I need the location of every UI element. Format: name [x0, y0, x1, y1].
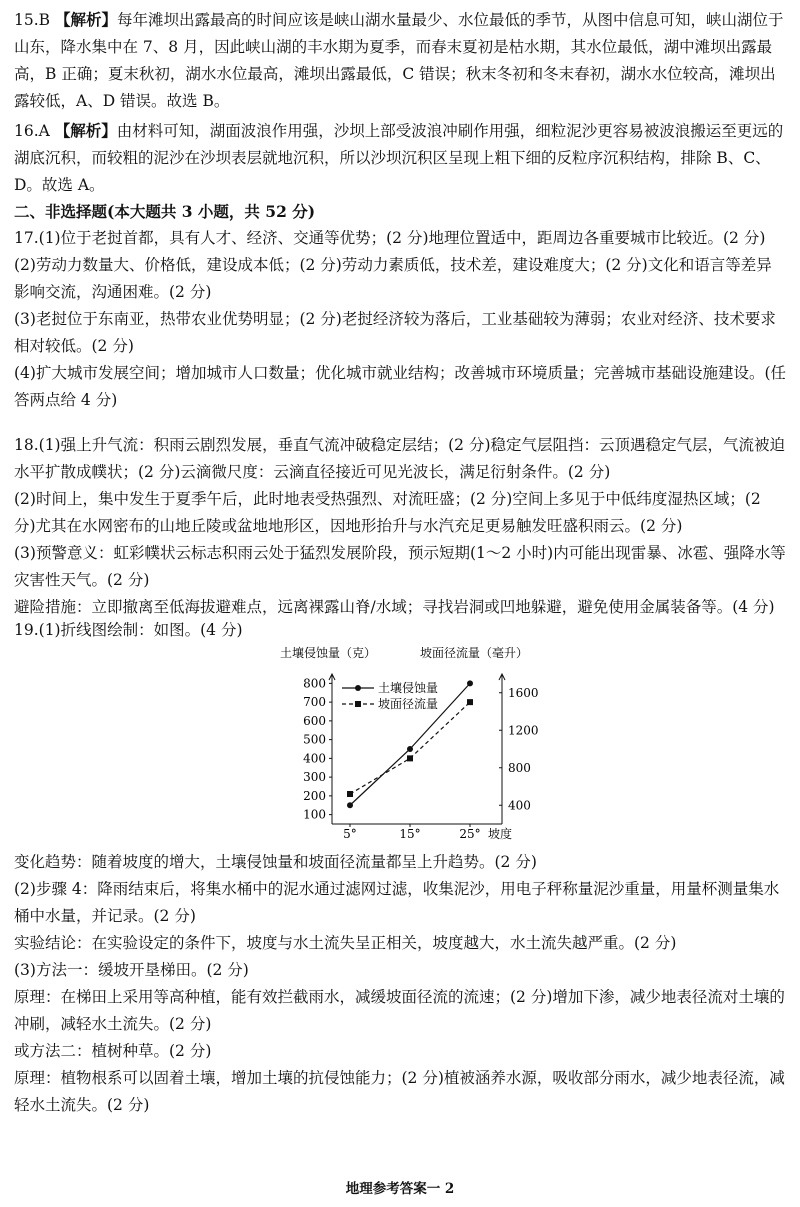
left-tick-label: 800 [303, 676, 326, 691]
legend-circle-marker [355, 685, 361, 691]
right-axis-title: 坡面径流量（毫升） [420, 646, 529, 660]
q19-principle1: 原理：在梯田上采用等高种植，能有效拦截雨水，减缓坡面径流的流速；(2 分)增加下渗，减少地表径流对土壤的冲刷，减轻水土流失。(2 分) [14, 988, 785, 1033]
left-tick-label: 600 [303, 713, 326, 728]
q16-text: 由材料可知，湖面波浪作用强，沙坝上部受波浪冲刷作用强，细粒泥沙更容易被波浪搬运至更远的湖底沉积，而较粗的泥沙在沙坝表层就地沉积，所以沙坝沉积区呈现上粗下细的反粒序沉积结构，排除 B、C、D。故选 A。 [14, 122, 784, 194]
right-tick-label: 400 [508, 798, 531, 813]
erosion-line-chart [270, 642, 539, 852]
q15-text: 每年滩坝出露最高的时间应该是峡山湖水量最少、水位最低的季节，从图中信息可知，峡山湖位于山东，降水集中在 7、8 月，因此峡山湖的丰水期为夏季，而春末夏初是枯水期，其水位最低，湖中滩坝出露最高，B 正确；夏末秋初，湖水水位最高，滩坝出露最低，C 错误；秋末冬初和冬末春初，湖水水位较高，滩坝出露较低，A、D 错误。故选 B。 [14, 11, 784, 110]
runoff-point [347, 791, 353, 797]
erosion-point [467, 680, 473, 686]
q18-part3: (3)预警意义：虹彩幞状云标志积雨云处于猛烈发展阶段，预示短期(1～2 小时)内可能出现雷暴、冰雹、强降水等灾害性天气。(2 分) [14, 544, 786, 589]
x-tick-label: 15° [399, 827, 421, 841]
left-tick-label: 200 [303, 788, 326, 803]
q18-part2: (2)时间上，集中发生于夏季午后，此时地表受热强烈、对流旺盛；(2 分)空间上多见于中低纬度湿热区域；(2 分)尤其在水网密布的山地丘陵或盆地地形区，因地形抬升与水汽充足更易触发旺盛积雨云。(2 分) [14, 490, 761, 535]
q18-part1: 18.(1)强上升气流：积雨云剧烈发展，垂直气流冲破稳定层结；(2 分)稳定气层阻挡：云顶遇稳定气层，气流被迫水平扩散成幞状；(2 分)云滴微尺度：云滴直径接近可见光波长，满足衍射条件。(2 分) [14, 436, 785, 481]
q16-block [14, 117, 786, 199]
q19-conclusion: 实验结论：在实验设定的条件下，坡度与水土流失呈正相关，坡度越大，水土流失越严重。(2 分) [14, 934, 677, 952]
q19-method1: (3)方法一：缓坡开垦梯田。(2 分) [14, 961, 249, 979]
q19-principle2: 原理：植物根系可以固着土壤，增加土壤的抗侵蚀能力；(2 分)植被涵养水源，吸收部分雨水，减少地表径流，减轻水土流失。(2 分) [14, 1069, 785, 1114]
q17-block [14, 225, 786, 414]
q18-part4: 避险措施：立即撤离至低海拔避难点，远离裸露山脊/水域；寻找岩洞或凹地躲避，避免使用金属装备等。(4 分) [14, 598, 775, 616]
q15-number: 15.B [14, 11, 51, 29]
x-tick-label: 25° [459, 827, 481, 841]
page-footer: 地理参考答案一 2 [345, 1181, 455, 1197]
q17-part4: (4)扩大城市发展空间；增加城市人口数量；优化城市就业结构；改善城市环境质量；完善城市基础设施建设。(任答两点给 4 分) [14, 364, 787, 409]
chart-legend [342, 680, 438, 711]
q15-block [14, 6, 786, 115]
q19-trend-block [14, 849, 786, 1119]
q19-method2: 或方法二：植树种草。(2 分) [14, 1042, 212, 1060]
q17-part1: 17.(1)位于老挝首都，具有人才、经济、交通等优势；(2 分)地理位置适中，距周边各重要城市比较近。(2 分) [14, 229, 766, 247]
left-tick-label: 400 [303, 751, 326, 766]
q16-tag: 【解析】 [54, 121, 117, 140]
left-tick-label: 700 [303, 695, 326, 710]
right-tick-label: 1200 [508, 723, 539, 738]
left-tick-label: 300 [303, 770, 326, 785]
runoff-point [467, 699, 473, 705]
q15-tag: 【解析】 [54, 10, 117, 29]
runoff-point [407, 755, 413, 761]
right-tick-label: 1600 [508, 685, 539, 700]
left-tick-label: 100 [303, 807, 326, 822]
q19-trend: 变化趋势：随着坡度的增大，土壤侵蚀量和坡面径流量都呈上升趋势。(2 分) [14, 853, 537, 871]
q18-block [14, 432, 786, 621]
legend-label: 土壤侵蚀量 [378, 681, 439, 695]
right-tick-label: 800 [508, 760, 531, 775]
legend-label: 坡面径流量 [378, 697, 439, 711]
legend-square-marker [355, 701, 361, 707]
erosion-point [347, 802, 353, 808]
section-2-heading: 二、非选择题(本大题共 3 小题，共 52 分) [14, 202, 316, 221]
q17-part3: (3)老挝位于东南亚，热带农业优势明显；(2 分)老挝经济较为落后，工业基础较为薄弱；农业对经济、技术要求相对较低。(2 分) [14, 310, 776, 355]
q19-part2-step4: (2)步骤 4：降雨结束后，将集水桶中的泥水通过滤网过滤，收集泥沙，用电子秤称量泥沙重量，用量杯测量集水桶中水量，并记录。(2 分) [14, 880, 780, 925]
q16-number: 16.A [14, 122, 50, 140]
left-tick-label: 500 [303, 732, 326, 747]
x-axis-title: 坡度 [488, 827, 513, 841]
q17-part2: (2)劳动力数量大、价格低，建设成本低；(2 分)劳动力素质低，技术差，建设难度大；(2 分)文化和语言等差异影响交流，沟通困难。(2 分) [14, 256, 772, 301]
left-axis-title: 土壤侵蚀量（克） [280, 646, 377, 660]
erosion-point [407, 746, 413, 752]
x-tick-label: 5° [343, 827, 357, 841]
q19-part1: 19.(1)折线图绘制：如图。(4 分) [14, 621, 243, 639]
